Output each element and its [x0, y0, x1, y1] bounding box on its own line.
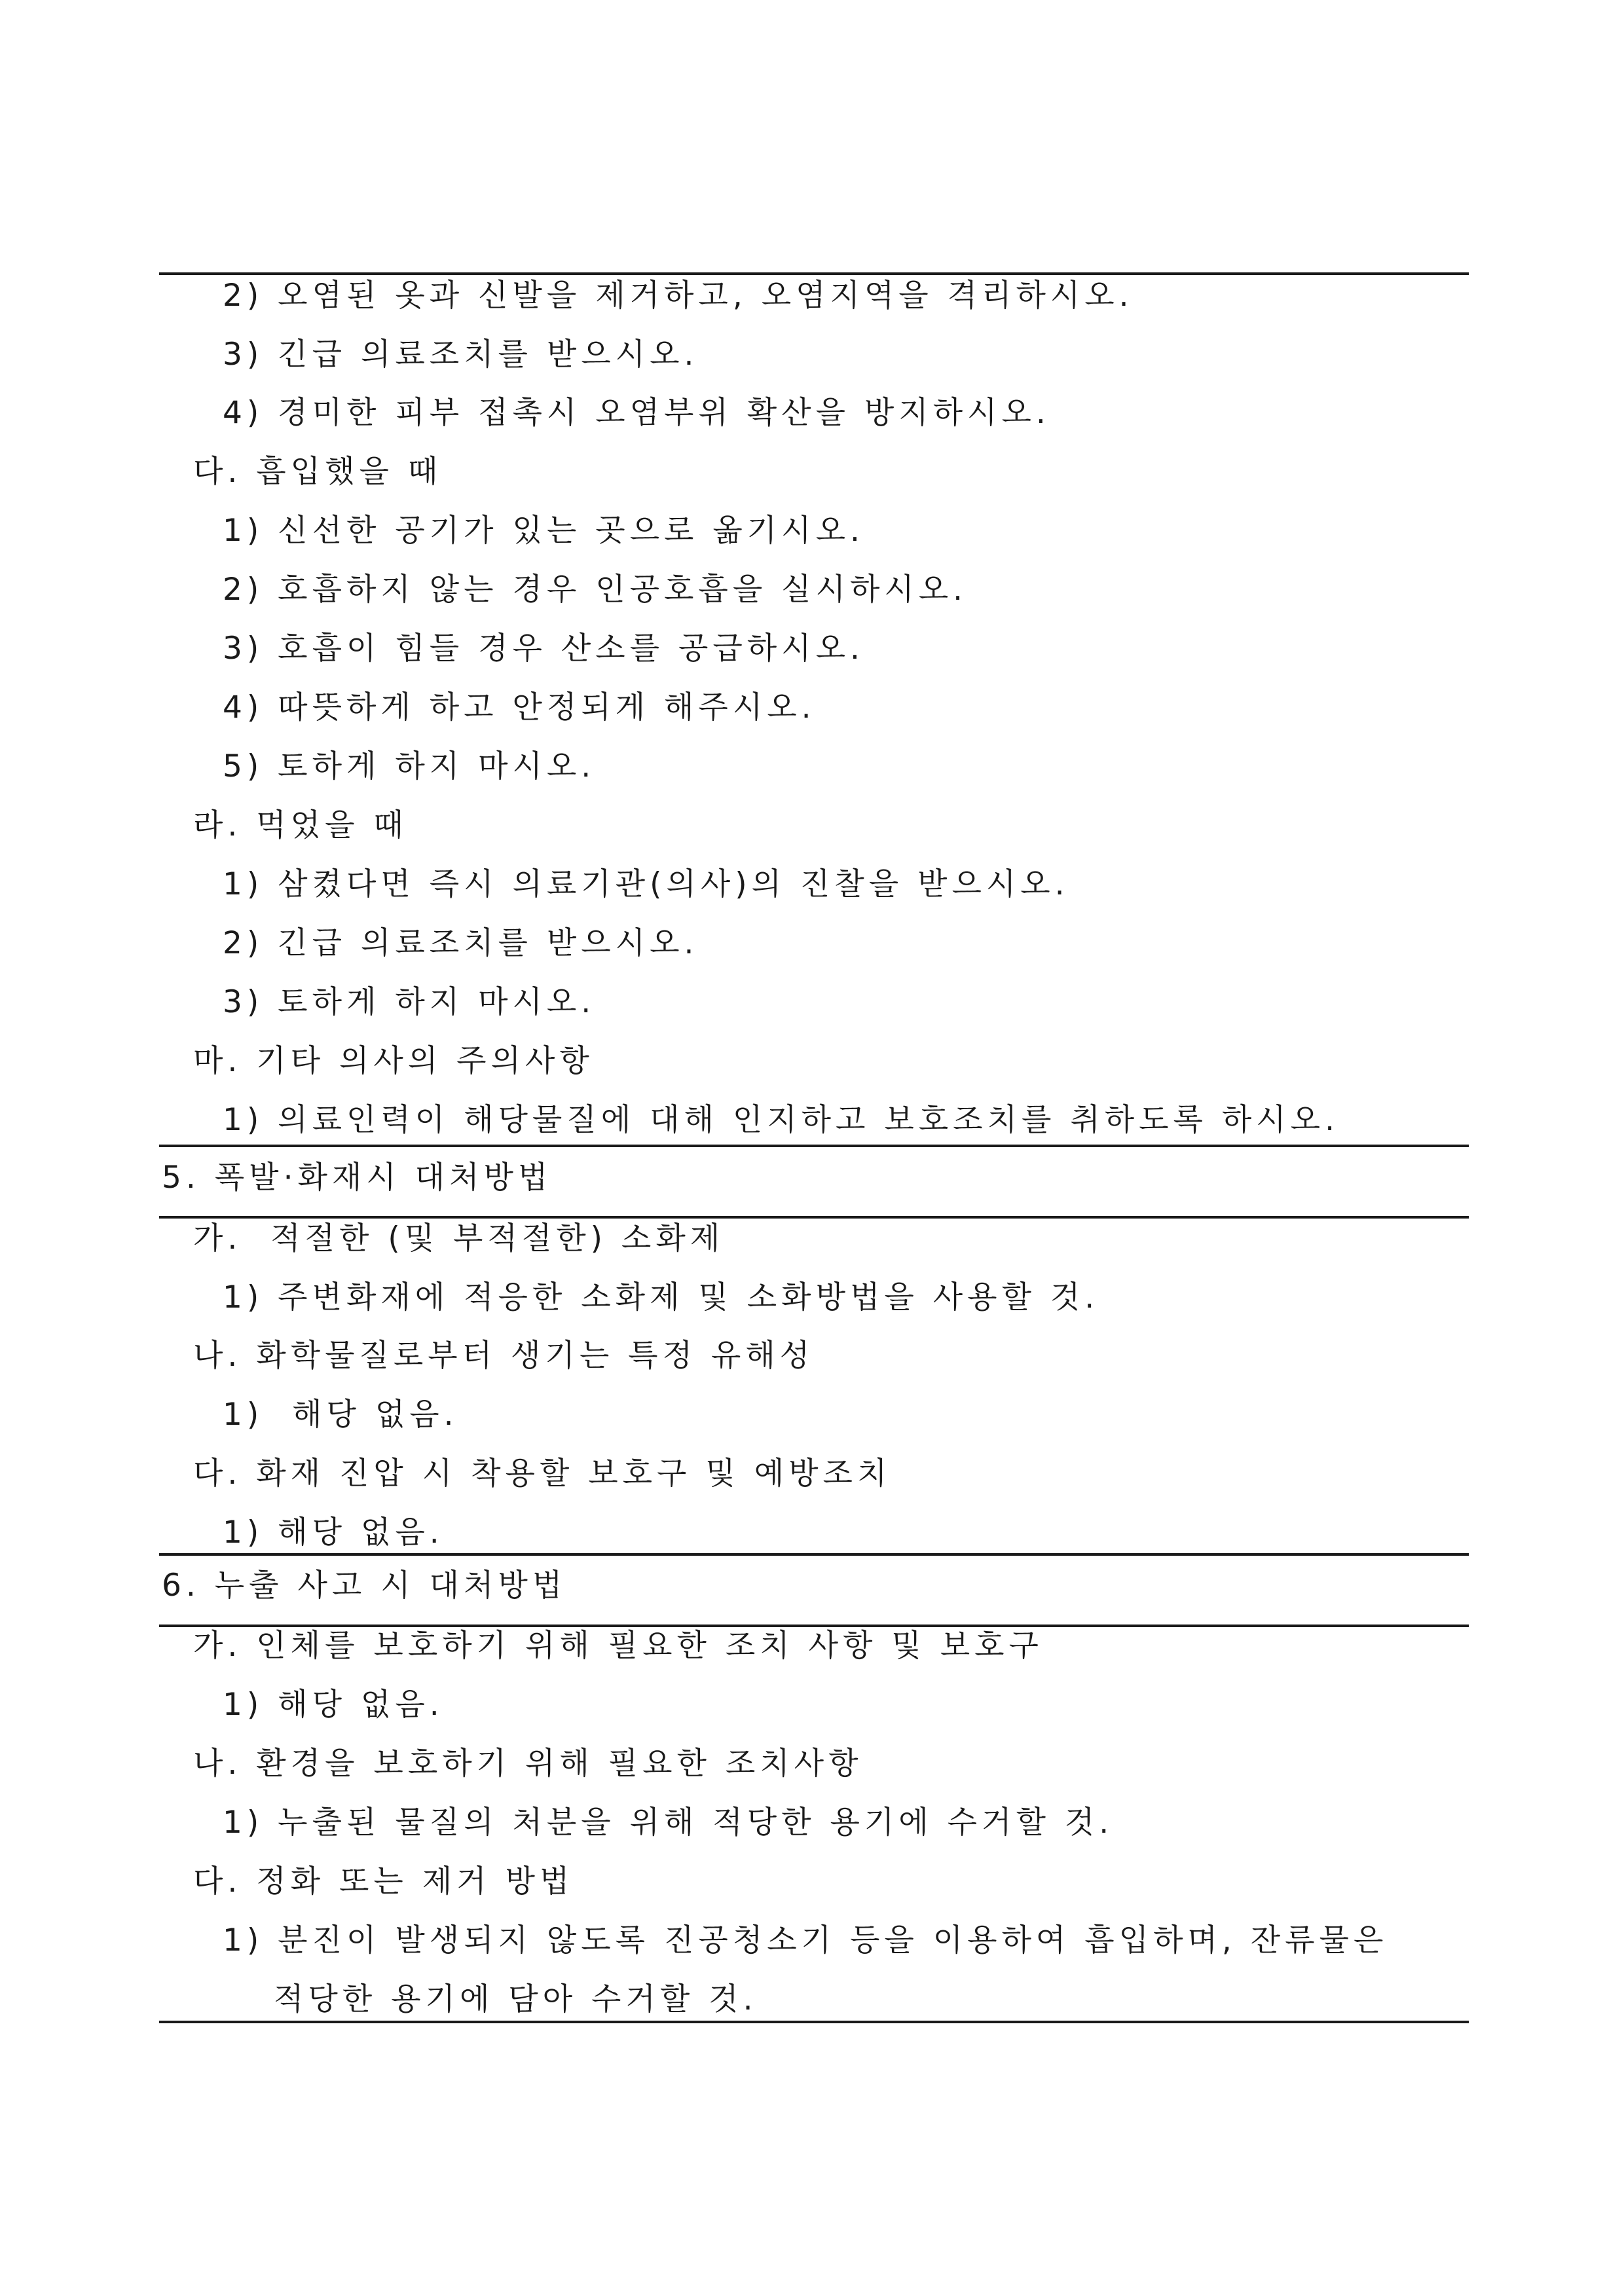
- ingestion-item: 1) 삼켰다면 즉시 의료기관(의사)의 진찰을 받으시오.: [223, 866, 1069, 902]
- extinguishing-item: 1) 주변화재에 적응한 소화제 및 소화방법을 사용할 것.: [223, 1279, 1099, 1315]
- inhalation-item: 1) 신선한 공기가 있는 곳으로 옮기시오.: [223, 513, 864, 549]
- physician-heading: 마. 기타 의사의 주의사항: [193, 1043, 594, 1079]
- inhalation-heading: 다. 흡입했을 때: [193, 454, 443, 490]
- personal-protection-item: 1) 해당 없음.: [223, 1687, 444, 1723]
- cleanup-item: 1) 분진이 발생되지 않도록 진공청소기 등을 이용하여 흡입하며, 잔류물은: [223, 1922, 1388, 1958]
- inhalation-item: 3) 호흡이 힘들 경우 산소를 공급하시오.: [223, 631, 864, 667]
- top-rule: [159, 272, 1469, 275]
- protection-heading: 다. 화재 진압 시 착용할 보호구 및 예방조치: [193, 1456, 892, 1492]
- physician-item: 1) 의료인력이 해당물질에 대해 인지하고 보호조치를 취하도록 하시오.: [223, 1102, 1340, 1138]
- hazards-item: 1) 해당 없음.: [223, 1397, 458, 1433]
- inhalation-item: 4) 따뜻하게 하고 안정되게 해주시오.: [223, 689, 816, 725]
- skin-item-2: 2) 오염된 옷과 신발을 제거하고, 오염지역을 격리하시오.: [223, 278, 1134, 314]
- section-6-title: 6. 누출 사고 시 대처방법: [162, 1568, 567, 1604]
- bottom-rule: [159, 2021, 1469, 2023]
- section-divider: [159, 1625, 1469, 1627]
- section-divider: [159, 1145, 1469, 1147]
- inhalation-item: 5) 토하게 하지 마시오.: [223, 748, 596, 784]
- ingestion-heading: 라. 먹었을 때: [193, 807, 408, 843]
- hazards-heading: 나. 화학물질로부터 생기는 특정 유해성: [193, 1338, 815, 1374]
- protection-item: 1) 해당 없음.: [223, 1515, 444, 1551]
- skin-item-3: 3) 긴급 의료조치를 받으시오.: [223, 337, 699, 373]
- ingestion-item: 3) 토하게 하지 마시오.: [223, 984, 596, 1020]
- environment-item: 1) 누출된 물질의 처분을 위해 적당한 용기에 수거할 것.: [223, 1805, 1114, 1841]
- environment-heading: 나. 환경을 보호하기 위해 필요한 조치사항: [193, 1746, 863, 1782]
- section-divider: [159, 1553, 1469, 1556]
- skin-item-4: 4) 경미한 피부 접촉시 오염부위 확산을 방지하시오.: [223, 395, 1050, 431]
- inhalation-item: 2) 호흡하지 않는 경우 인공호흡을 실시하시오.: [223, 572, 968, 608]
- cleanup-heading: 다. 정화 또는 제거 방법: [193, 1864, 574, 1900]
- section-5-title: 5. 폭발·화재시 대처방법: [162, 1160, 553, 1196]
- section-divider: [159, 1216, 1469, 1219]
- extinguishing-heading: 가. 적절한 (및 부적절한) 소화제: [193, 1221, 725, 1257]
- ingestion-item: 2) 긴급 의료조치를 받으시오.: [223, 925, 699, 961]
- cleanup-item-continuation: 적당한 용기에 담아 수거할 것.: [274, 1981, 758, 2017]
- personal-protection-heading: 가. 인체를 보호하기 위해 필요한 조치 사항 및 보호구: [193, 1628, 1043, 1664]
